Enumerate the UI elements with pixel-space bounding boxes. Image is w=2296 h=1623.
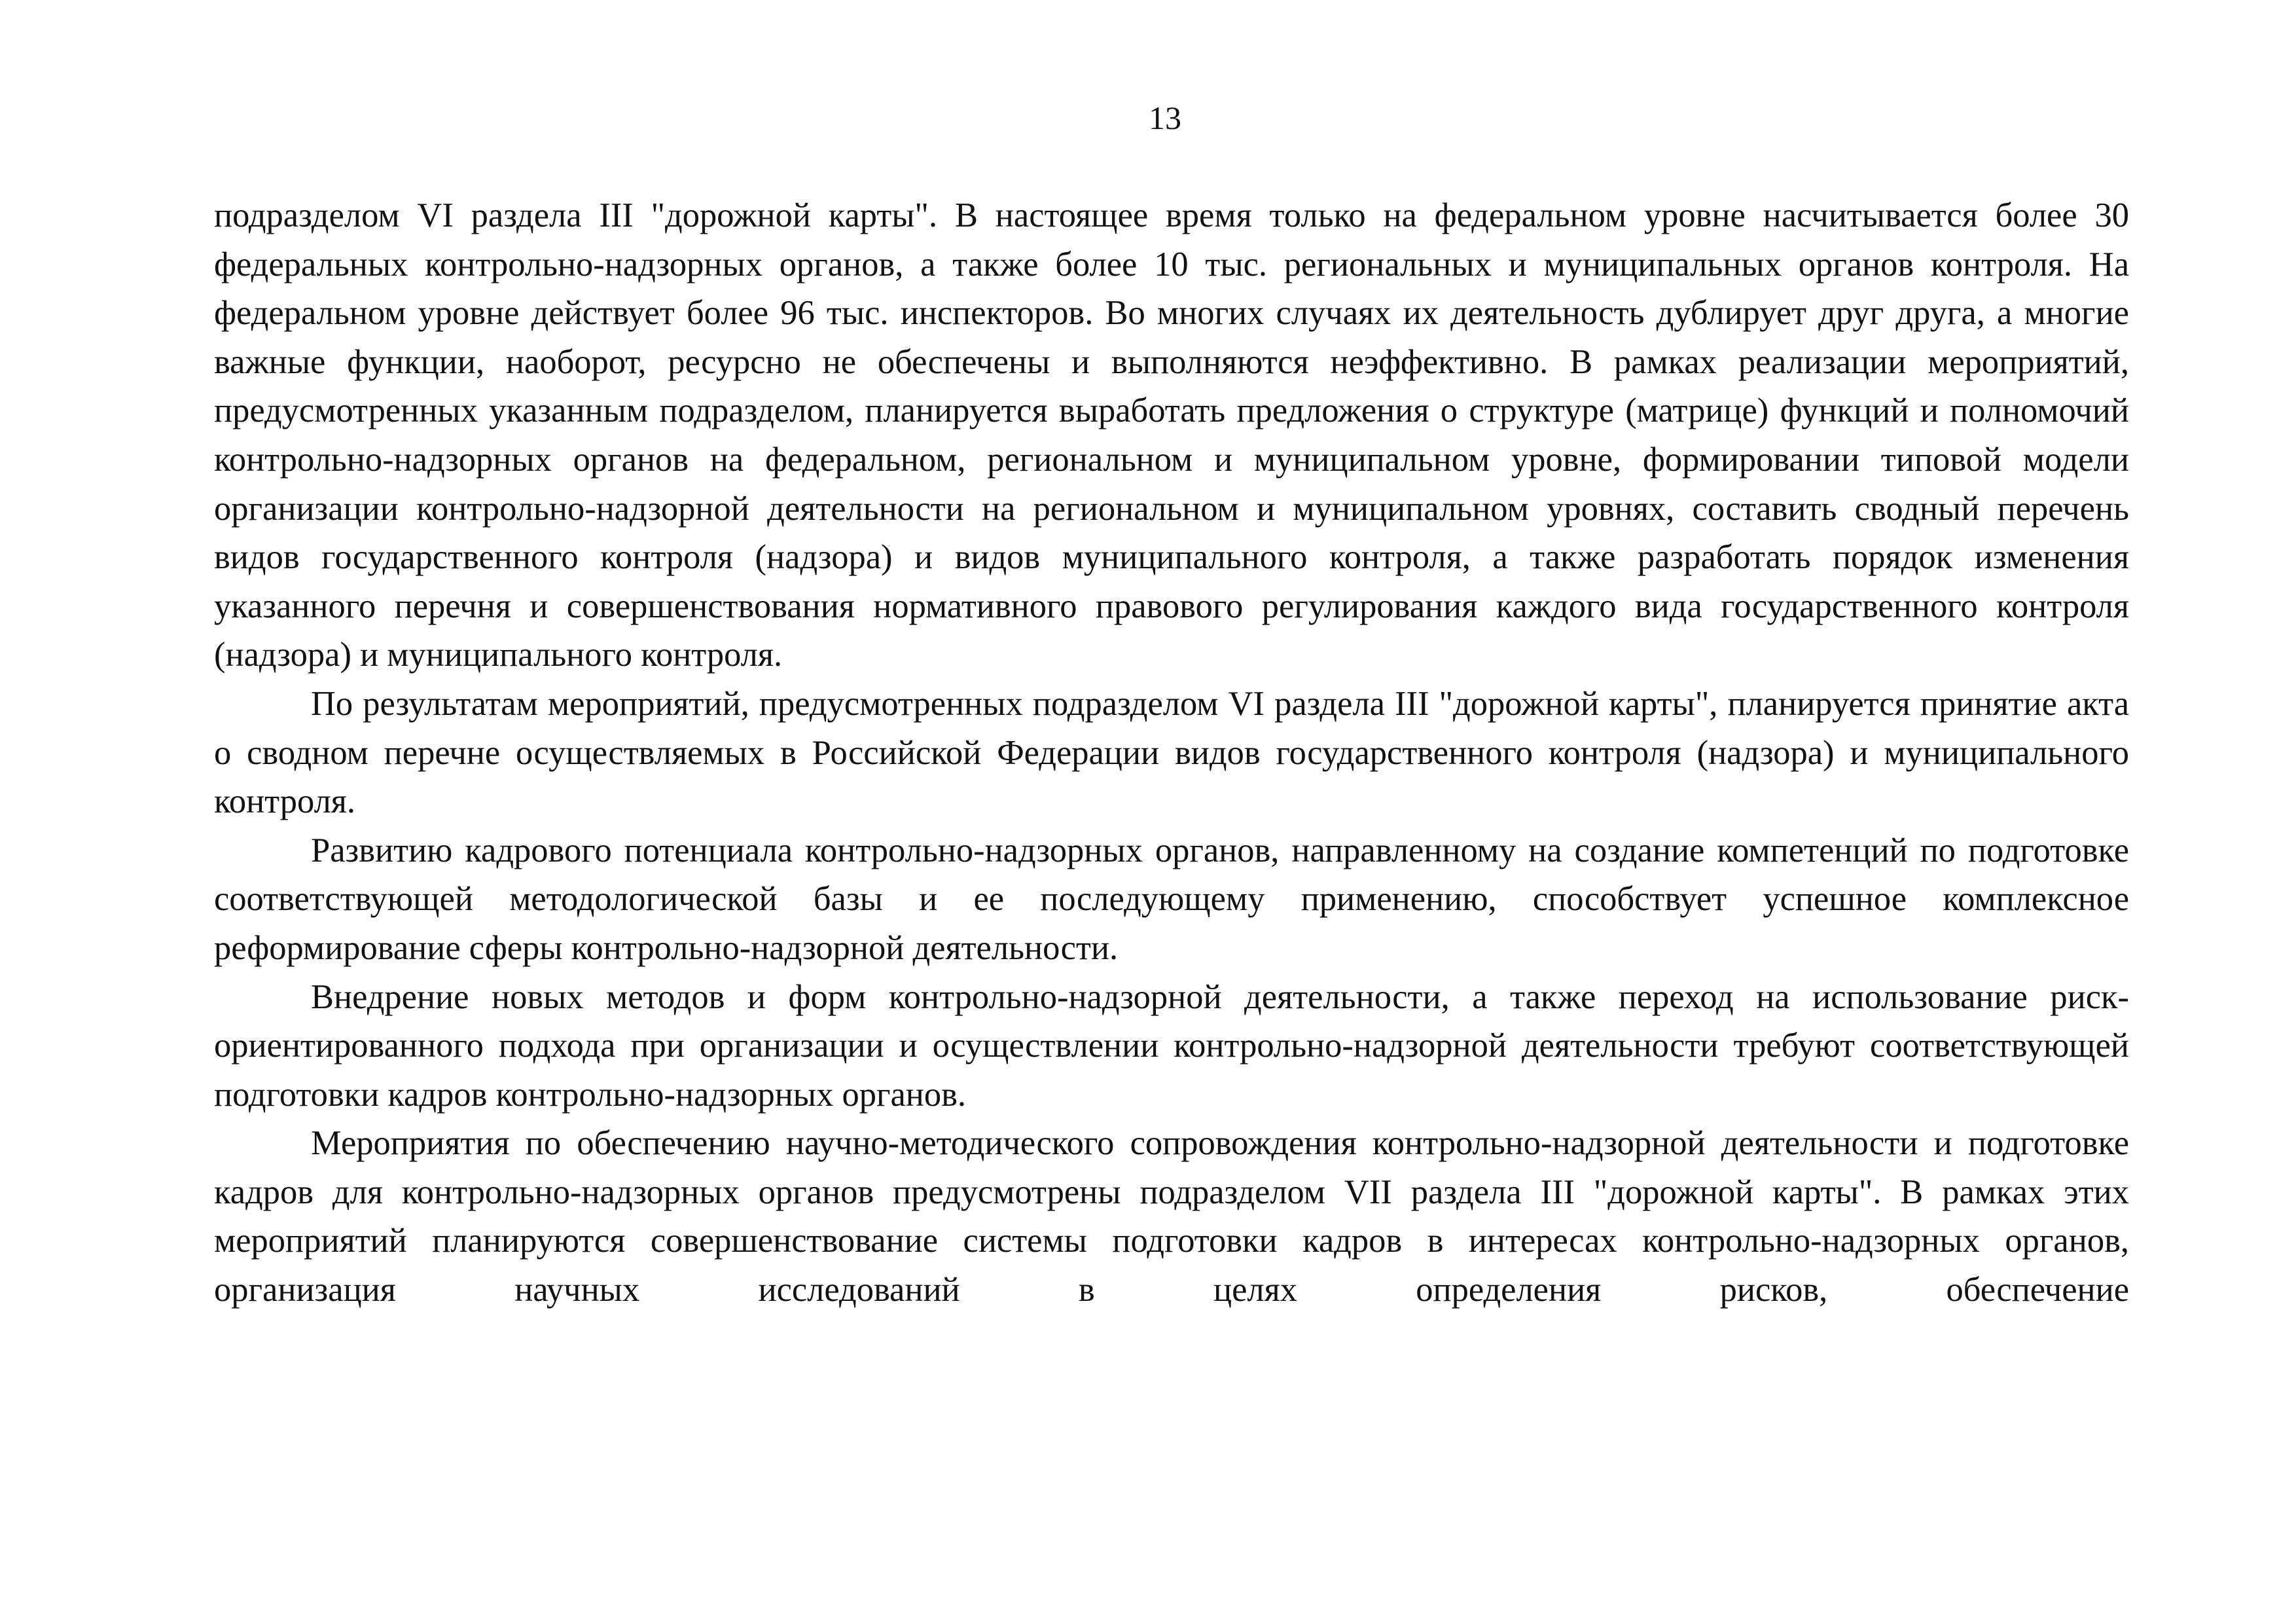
paragraph-results: По результатам мероприятий, предусмотренных подразделом VI раздела III "дорожной карты", планируется принятие акта о сводном перечне осуществляемых в Российской Федерации видов государственного контроля (надзора) и муниципального контроля. [214, 684, 2129, 821]
paragraph-scientific-support: Мероприятия по обеспечению научно-методического сопровождения контрольно-надзорной деятельности и подготовке кадров для контрольно-надзорных органов предусмотрены подразделом VII раздела III "дорожной карты". В рамках этих мероприятий планируются совершенствование системы подготовки кадров в интересах контрольно-надзорных органов, организация научных исследований в целях определения рисков, обеспечение [214, 1124, 2129, 1309]
paragraph-continuation: подразделом VI раздела III "дорожной карты". В настоящее время только на федеральном уровне насчитывается более 30 федеральных контрольно-надзорных органов, а также более 10 тыс. региональных и муниципальных органов контроля. На федеральном уровне действует более 96 тыс. инспекторов. Во многих случаях их деятельность дублирует друг друга, а многие важные функции, наоборот, ресурсно не обеспечены и выполняются неэффективно. В рамках реализации мероприятий, предусмотренных указанным подразделом, планируется выработать предложения о структуре (матрице) функций и полномочий контрольно-надзорных органов на федеральном, региональном и муниципальном уровне, формировании типовой модели организации контрольно-надзорной деятельности на региональном и муниципальном уровнях, составить сводный перечень видов государственного контроля (надзора) и видов муниципального контроля, а также разработать порядок изменения указанного перечня и совершенствования нормативного правового регулирования каждого вида государственного контроля (надзора) и муниципального контроля. [214, 196, 2129, 674]
page-number: 13 [1149, 100, 1181, 136]
paragraph-new-methods: Внедрение новых методов и форм контрольно-надзорной деятельности, а также переход на использование риск-ориентированного подхода при организации и осуществлении контрольно-надзорной деятельности требуют соответствующей подготовки кадров контрольно-надзорных органов. [214, 977, 2129, 1114]
document-body [214, 191, 2129, 1315]
paragraph-personnel-development: Развитию кадрового потенциала контрольно-надзорных органов, направленному на создание компетенций по подготовке соответствующей методологической базы и ее последующему применению, способствует успешное комплексное реформирование сферы контрольно-надзорной деятельности. [214, 831, 2129, 967]
